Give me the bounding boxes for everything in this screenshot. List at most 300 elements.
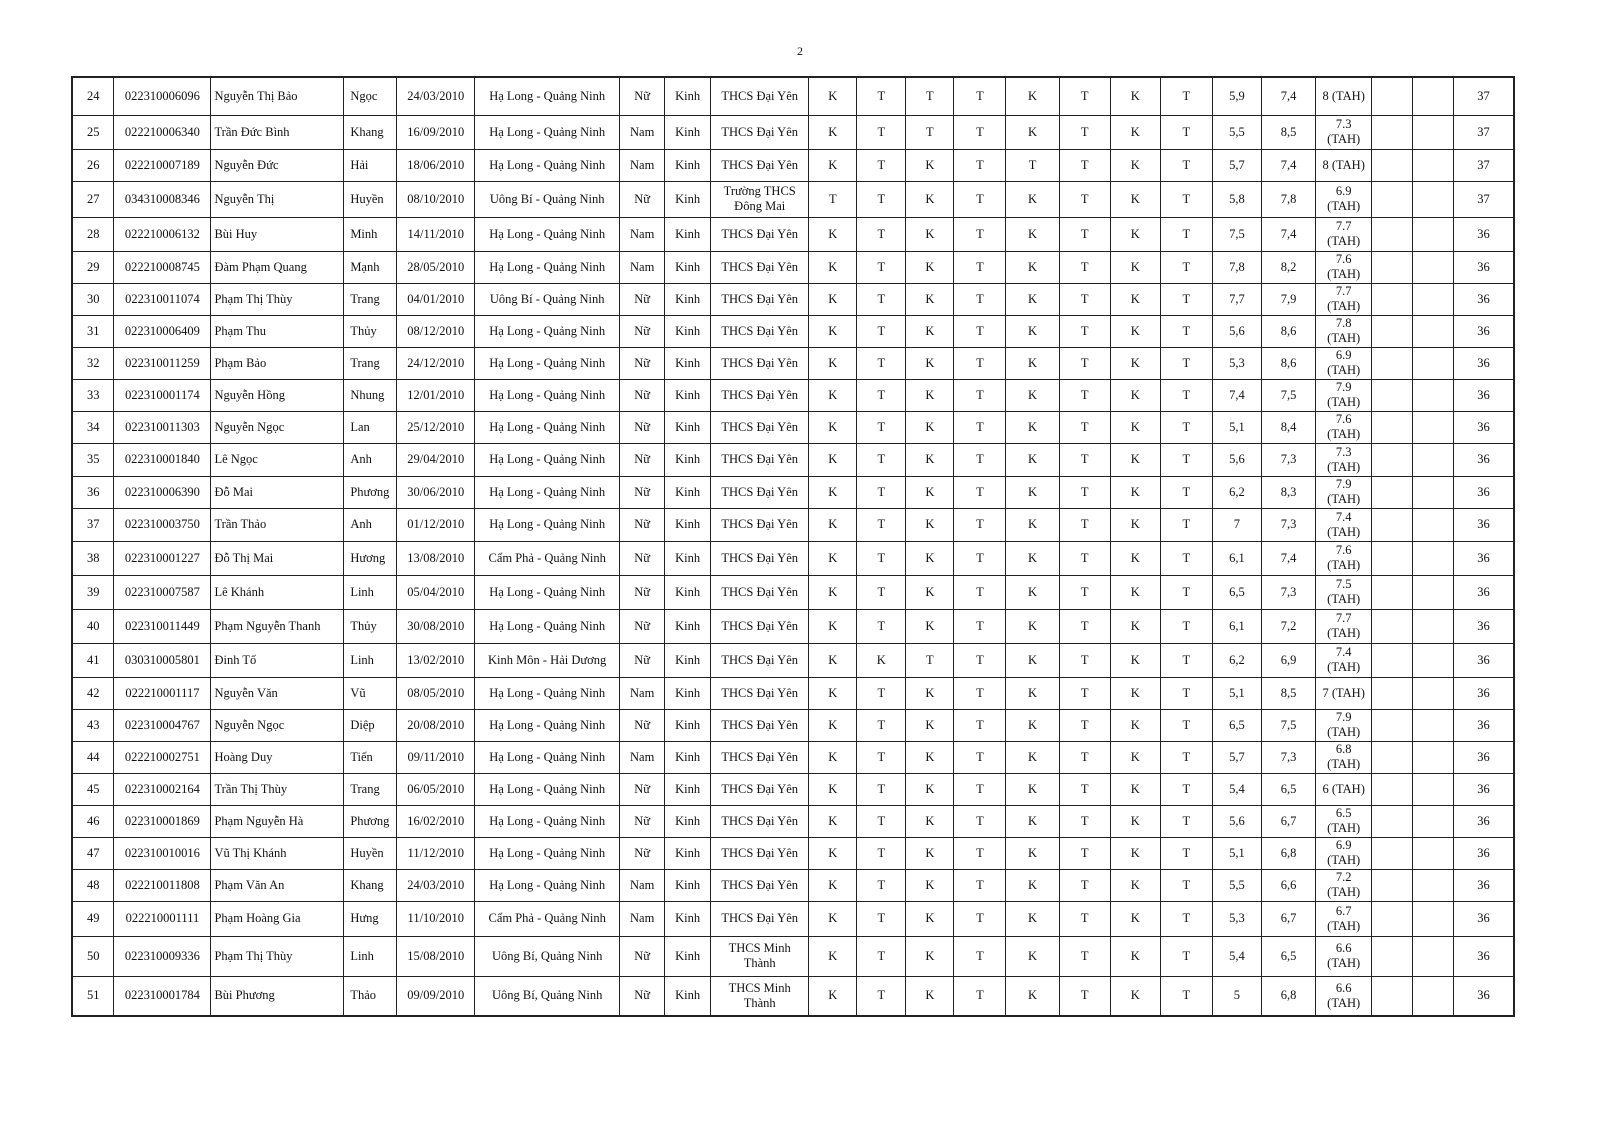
cell-rating-2: T (857, 149, 906, 181)
cell-date-of-birth: 09/11/2010 (397, 741, 475, 773)
cell-birthplace: Hạ Long - Quảng Ninh (475, 869, 620, 901)
cell-extra-1 (1372, 541, 1413, 575)
cell-total: 37 (1454, 149, 1514, 181)
cell-ethnicity: Kinh (665, 77, 711, 115)
cell-stt: 24 (72, 77, 114, 115)
cell-rating-5: K (1006, 251, 1059, 283)
cell-score-2: 6,9 (1261, 643, 1315, 677)
cell-extra-2 (1413, 677, 1454, 709)
cell-award: 7.3 (TAH) (1316, 115, 1372, 149)
cell-rating-2: T (857, 901, 906, 936)
cell-school: THCS Đại Yên (711, 283, 809, 315)
cell-score-1: 5,6 (1212, 315, 1261, 347)
cell-school: THCS Đại Yên (711, 609, 809, 643)
cell-gender: Nữ (620, 443, 665, 476)
cell-rating-3: T (906, 115, 954, 149)
cell-score-2: 7,8 (1261, 181, 1315, 217)
cell-surname: Bùi Huy (211, 217, 344, 251)
cell-student-id: 022210011808 (114, 869, 211, 901)
cell-rating-7: K (1110, 837, 1160, 869)
cell-birthplace: Hạ Long - Quảng Ninh (475, 837, 620, 869)
cell-student-id: 022310010016 (114, 837, 211, 869)
cell-total: 36 (1454, 476, 1514, 508)
cell-score-2: 6,5 (1261, 936, 1315, 976)
cell-date-of-birth: 20/08/2010 (397, 709, 475, 741)
cell-score-2: 8,4 (1261, 411, 1315, 443)
cell-total: 37 (1454, 77, 1514, 115)
cell-rating-2: T (857, 77, 906, 115)
cell-rating-5: K (1006, 773, 1059, 805)
cell-stt: 26 (72, 149, 114, 181)
cell-given-name: Minh (344, 217, 397, 251)
cell-rating-8: T (1160, 976, 1212, 1016)
cell-date-of-birth: 05/04/2010 (397, 575, 475, 609)
cell-ethnicity: Kinh (665, 379, 711, 411)
cell-date-of-birth: 24/12/2010 (397, 347, 475, 379)
cell-stt: 25 (72, 115, 114, 149)
cell-score-2: 7,4 (1261, 217, 1315, 251)
cell-date-of-birth: 08/05/2010 (397, 677, 475, 709)
cell-ethnicity: Kinh (665, 741, 711, 773)
cell-score-2: 7,3 (1261, 443, 1315, 476)
cell-student-id: 022310007587 (114, 575, 211, 609)
cell-stt: 48 (72, 869, 114, 901)
table-row (72, 805, 1514, 837)
cell-award: 7.7 (TAH) (1316, 283, 1372, 315)
cell-birthplace: Hạ Long - Quảng Ninh (475, 709, 620, 741)
cell-school: THCS Đại Yên (711, 217, 809, 251)
cell-student-id: 022310011449 (114, 609, 211, 643)
cell-score-2: 6,8 (1261, 976, 1315, 1016)
cell-given-name: Tiến (344, 741, 397, 773)
cell-rating-6: T (1059, 773, 1110, 805)
cell-extra-1 (1372, 149, 1413, 181)
cell-birthplace: Hạ Long - Quảng Ninh (475, 575, 620, 609)
cell-total: 37 (1454, 115, 1514, 149)
cell-surname: Nguyễn Ngọc (211, 411, 344, 443)
cell-given-name: Linh (344, 643, 397, 677)
cell-birthplace: Hạ Long - Quảng Ninh (475, 443, 620, 476)
cell-rating-5: K (1006, 443, 1059, 476)
cell-rating-1: K (809, 609, 857, 643)
cell-extra-2 (1413, 805, 1454, 837)
table-row (72, 283, 1514, 315)
cell-rating-1: K (809, 643, 857, 677)
cell-rating-8: T (1160, 773, 1212, 805)
cell-school: THCS Đại Yên (711, 379, 809, 411)
cell-date-of-birth: 16/02/2010 (397, 805, 475, 837)
cell-rating-5: K (1006, 805, 1059, 837)
cell-rating-6: T (1059, 411, 1110, 443)
cell-date-of-birth: 06/05/2010 (397, 773, 475, 805)
cell-award: 6.6 (TAH) (1316, 936, 1372, 976)
cell-rating-1: K (809, 379, 857, 411)
cell-given-name: Hưng (344, 901, 397, 936)
cell-rating-2: T (857, 217, 906, 251)
cell-ethnicity: Kinh (665, 115, 711, 149)
cell-birthplace: Hạ Long - Quảng Ninh (475, 741, 620, 773)
cell-rating-8: T (1160, 575, 1212, 609)
cell-rating-6: T (1059, 609, 1110, 643)
cell-rating-3: K (906, 443, 954, 476)
cell-birthplace: Hạ Long - Quảng Ninh (475, 508, 620, 541)
cell-rating-4: T (954, 869, 1006, 901)
cell-extra-1 (1372, 805, 1413, 837)
cell-extra-1 (1372, 709, 1413, 741)
cell-rating-6: T (1059, 643, 1110, 677)
cell-surname: Vũ Thị Khánh (211, 837, 344, 869)
cell-extra-2 (1413, 709, 1454, 741)
cell-rating-5: K (1006, 115, 1059, 149)
cell-rating-8: T (1160, 181, 1212, 217)
cell-gender: Nam (620, 149, 665, 181)
cell-award: 7.5 (TAH) (1316, 575, 1372, 609)
cell-score-1: 6,5 (1212, 575, 1261, 609)
cell-rating-1: K (809, 709, 857, 741)
cell-school: THCS Đại Yên (711, 508, 809, 541)
cell-score-2: 8,6 (1261, 347, 1315, 379)
cell-student-id: 034310008346 (114, 181, 211, 217)
cell-rating-3: K (906, 476, 954, 508)
cell-rating-6: T (1059, 181, 1110, 217)
cell-birthplace: Hạ Long - Quảng Ninh (475, 609, 620, 643)
cell-rating-2: K (857, 643, 906, 677)
cell-rating-6: T (1059, 379, 1110, 411)
cell-rating-3: K (906, 283, 954, 315)
cell-rating-8: T (1160, 283, 1212, 315)
cell-extra-1 (1372, 283, 1413, 315)
cell-surname: Phạm Văn An (211, 869, 344, 901)
cell-rating-3: K (906, 609, 954, 643)
cell-student-id: 022310001784 (114, 976, 211, 1016)
cell-rating-2: T (857, 805, 906, 837)
cell-score-1: 5,9 (1212, 77, 1261, 115)
cell-rating-7: K (1110, 283, 1160, 315)
cell-surname: Đinh Tố (211, 643, 344, 677)
cell-extra-1 (1372, 901, 1413, 936)
cell-rating-8: T (1160, 609, 1212, 643)
cell-extra-1 (1372, 741, 1413, 773)
cell-given-name: Hải (344, 149, 397, 181)
cell-stt: 45 (72, 773, 114, 805)
cell-extra-1 (1372, 677, 1413, 709)
cell-ethnicity: Kinh (665, 541, 711, 575)
cell-student-id: 022310011259 (114, 347, 211, 379)
cell-score-2: 7,3 (1261, 508, 1315, 541)
cell-ethnicity: Kinh (665, 901, 711, 936)
cell-extra-2 (1413, 643, 1454, 677)
cell-school: THCS Đại Yên (711, 643, 809, 677)
cell-gender: Nữ (620, 643, 665, 677)
cell-ethnicity: Kinh (665, 181, 711, 217)
cell-rating-8: T (1160, 411, 1212, 443)
cell-surname: Lê Khánh (211, 575, 344, 609)
cell-rating-1: K (809, 901, 857, 936)
cell-rating-5: K (1006, 741, 1059, 773)
cell-rating-1: K (809, 805, 857, 837)
cell-extra-2 (1413, 347, 1454, 379)
cell-total: 36 (1454, 217, 1514, 251)
cell-total: 36 (1454, 741, 1514, 773)
cell-surname: Hoàng Duy (211, 741, 344, 773)
cell-score-1: 5,1 (1212, 411, 1261, 443)
cell-birthplace: Uông Bí - Quảng Ninh (475, 181, 620, 217)
cell-score-2: 8,2 (1261, 251, 1315, 283)
cell-award: 7.2 (TAH) (1316, 869, 1372, 901)
cell-stt: 30 (72, 283, 114, 315)
cell-ethnicity: Kinh (665, 575, 711, 609)
cell-rating-3: K (906, 315, 954, 347)
cell-student-id: 022210001117 (114, 677, 211, 709)
cell-rating-6: T (1059, 476, 1110, 508)
cell-rating-7: K (1110, 443, 1160, 476)
cell-rating-3: K (906, 541, 954, 575)
cell-rating-3: K (906, 411, 954, 443)
cell-score-2: 8,3 (1261, 476, 1315, 508)
cell-award: 6.9 (TAH) (1316, 347, 1372, 379)
cell-rating-8: T (1160, 115, 1212, 149)
cell-award: 6 (TAH) (1316, 773, 1372, 805)
cell-rating-3: K (906, 805, 954, 837)
cell-rating-5: K (1006, 77, 1059, 115)
cell-gender: Nam (620, 869, 665, 901)
cell-score-2: 7,4 (1261, 149, 1315, 181)
cell-rating-7: K (1110, 181, 1160, 217)
cell-school: THCS Đại Yên (711, 77, 809, 115)
cell-stt: 40 (72, 609, 114, 643)
cell-extra-2 (1413, 283, 1454, 315)
cell-rating-7: K (1110, 976, 1160, 1016)
cell-rating-5: K (1006, 936, 1059, 976)
cell-ethnicity: Kinh (665, 773, 711, 805)
cell-school: THCS Đại Yên (711, 709, 809, 741)
table-row (72, 541, 1514, 575)
cell-rating-5: K (1006, 476, 1059, 508)
cell-rating-2: T (857, 347, 906, 379)
cell-date-of-birth: 25/12/2010 (397, 411, 475, 443)
cell-rating-6: T (1059, 709, 1110, 741)
cell-rating-8: T (1160, 901, 1212, 936)
cell-score-1: 6,1 (1212, 609, 1261, 643)
cell-total: 36 (1454, 541, 1514, 575)
cell-rating-8: T (1160, 149, 1212, 181)
cell-school: THCS Minh Thành (711, 976, 809, 1016)
table-row (72, 77, 1514, 115)
cell-surname: Phạm Nguyễn Hà (211, 805, 344, 837)
cell-stt: 47 (72, 837, 114, 869)
cell-score-1: 7,7 (1212, 283, 1261, 315)
cell-rating-5: K (1006, 315, 1059, 347)
cell-student-id: 022310011074 (114, 283, 211, 315)
cell-extra-2 (1413, 741, 1454, 773)
cell-rating-7: K (1110, 508, 1160, 541)
cell-award: 6.5 (TAH) (1316, 805, 1372, 837)
cell-school: THCS Đại Yên (711, 741, 809, 773)
cell-rating-3: K (906, 837, 954, 869)
cell-rating-4: T (954, 508, 1006, 541)
cell-school: THCS Đại Yên (711, 677, 809, 709)
cell-rating-2: T (857, 283, 906, 315)
cell-gender: Nữ (620, 976, 665, 1016)
cell-rating-8: T (1160, 869, 1212, 901)
cell-date-of-birth: 15/08/2010 (397, 936, 475, 976)
table-row (72, 976, 1514, 1016)
cell-rating-1: K (809, 476, 857, 508)
cell-rating-8: T (1160, 936, 1212, 976)
cell-rating-6: T (1059, 115, 1110, 149)
cell-birthplace: Uông Bí, Quảng Ninh (475, 936, 620, 976)
cell-extra-1 (1372, 115, 1413, 149)
cell-rating-2: T (857, 741, 906, 773)
cell-birthplace: Cẩm Phả - Quảng Ninh (475, 541, 620, 575)
cell-rating-2: T (857, 411, 906, 443)
cell-student-id: 022310004767 (114, 709, 211, 741)
cell-rating-5: K (1006, 643, 1059, 677)
cell-rating-8: T (1160, 476, 1212, 508)
cell-extra-1 (1372, 976, 1413, 1016)
cell-score-2: 7,4 (1261, 541, 1315, 575)
cell-birthplace: Hạ Long - Quảng Ninh (475, 773, 620, 805)
cell-score-1: 5,8 (1212, 181, 1261, 217)
cell-date-of-birth: 04/01/2010 (397, 283, 475, 315)
cell-gender: Nữ (620, 541, 665, 575)
cell-score-2: 6,7 (1261, 901, 1315, 936)
table-row (72, 443, 1514, 476)
cell-date-of-birth: 24/03/2010 (397, 77, 475, 115)
cell-score-1: 7,4 (1212, 379, 1261, 411)
cell-surname: Đàm Phạm Quang (211, 251, 344, 283)
cell-rating-1: K (809, 149, 857, 181)
cell-rating-4: T (954, 773, 1006, 805)
cell-surname: Phạm Nguyễn Thanh (211, 609, 344, 643)
cell-rating-6: T (1059, 283, 1110, 315)
cell-extra-2 (1413, 149, 1454, 181)
cell-score-1: 5,1 (1212, 677, 1261, 709)
cell-rating-3: K (906, 379, 954, 411)
cell-rating-7: K (1110, 643, 1160, 677)
cell-rating-7: K (1110, 217, 1160, 251)
cell-surname: Nguyễn Đức (211, 149, 344, 181)
cell-rating-2: T (857, 476, 906, 508)
cell-rating-7: K (1110, 741, 1160, 773)
table-row (72, 379, 1514, 411)
cell-date-of-birth: 09/09/2010 (397, 976, 475, 1016)
roster-body (72, 77, 1514, 1016)
cell-stt: 50 (72, 936, 114, 976)
cell-rating-1: K (809, 869, 857, 901)
cell-rating-2: T (857, 575, 906, 609)
cell-student-id: 022310001840 (114, 443, 211, 476)
cell-date-of-birth: 13/08/2010 (397, 541, 475, 575)
cell-birthplace: Uông Bí, Quảng Ninh (475, 976, 620, 1016)
cell-given-name: Vũ (344, 677, 397, 709)
cell-rating-6: T (1059, 77, 1110, 115)
cell-date-of-birth: 11/10/2010 (397, 901, 475, 936)
cell-rating-2: T (857, 443, 906, 476)
cell-school: THCS Minh Thành (711, 936, 809, 976)
cell-gender: Nữ (620, 283, 665, 315)
cell-total: 36 (1454, 315, 1514, 347)
cell-rating-2: T (857, 251, 906, 283)
cell-date-of-birth: 13/02/2010 (397, 643, 475, 677)
cell-rating-1: K (809, 741, 857, 773)
cell-ethnicity: Kinh (665, 411, 711, 443)
cell-award: 7.9 (TAH) (1316, 476, 1372, 508)
cell-surname: Phạm Thị Thùy (211, 283, 344, 315)
cell-birthplace: Hạ Long - Quảng Ninh (475, 251, 620, 283)
cell-score-2: 7,3 (1261, 741, 1315, 773)
cell-rating-1: K (809, 77, 857, 115)
cell-rating-5: K (1006, 901, 1059, 936)
table-row (72, 411, 1514, 443)
cell-rating-7: K (1110, 77, 1160, 115)
cell-given-name: Huyền (344, 837, 397, 869)
cell-given-name: Huyền (344, 181, 397, 217)
cell-extra-2 (1413, 411, 1454, 443)
table-row (72, 315, 1514, 347)
cell-score-1: 5,5 (1212, 869, 1261, 901)
cell-score-2: 7,9 (1261, 283, 1315, 315)
cell-score-1: 6,5 (1212, 709, 1261, 741)
cell-school: THCS Đại Yên (711, 315, 809, 347)
cell-ethnicity: Kinh (665, 149, 711, 181)
table-row (72, 936, 1514, 976)
cell-gender: Nữ (620, 315, 665, 347)
cell-score-2: 6,6 (1261, 869, 1315, 901)
cell-rating-4: T (954, 411, 1006, 443)
cell-ethnicity: Kinh (665, 709, 711, 741)
cell-rating-7: K (1110, 541, 1160, 575)
cell-rating-3: K (906, 936, 954, 976)
cell-student-id: 022310001869 (114, 805, 211, 837)
cell-extra-2 (1413, 251, 1454, 283)
cell-rating-8: T (1160, 347, 1212, 379)
cell-ethnicity: Kinh (665, 643, 711, 677)
cell-rating-5: K (1006, 379, 1059, 411)
cell-rating-3: K (906, 181, 954, 217)
cell-surname: Trần Thảo (211, 508, 344, 541)
cell-surname: Bùi Phương (211, 976, 344, 1016)
cell-surname: Trần Thị Thùy (211, 773, 344, 805)
cell-rating-2: T (857, 773, 906, 805)
cell-surname: Nguyễn Thị (211, 181, 344, 217)
cell-gender: Nam (620, 115, 665, 149)
cell-rating-3: T (906, 643, 954, 677)
cell-date-of-birth: 01/12/2010 (397, 508, 475, 541)
cell-total: 36 (1454, 709, 1514, 741)
cell-date-of-birth: 16/09/2010 (397, 115, 475, 149)
cell-extra-2 (1413, 837, 1454, 869)
cell-gender: Nữ (620, 936, 665, 976)
cell-stt: 33 (72, 379, 114, 411)
cell-rating-8: T (1160, 508, 1212, 541)
table-row (72, 901, 1514, 936)
cell-rating-6: T (1059, 575, 1110, 609)
cell-total: 36 (1454, 837, 1514, 869)
cell-extra-1 (1372, 443, 1413, 476)
cell-extra-1 (1372, 476, 1413, 508)
cell-rating-2: T (857, 609, 906, 643)
cell-extra-2 (1413, 901, 1454, 936)
cell-given-name: Phương (344, 476, 397, 508)
cell-rating-6: T (1059, 936, 1110, 976)
cell-surname: Phạm Hoàng Gia (211, 901, 344, 936)
cell-rating-5: K (1006, 609, 1059, 643)
cell-rating-1: K (809, 443, 857, 476)
cell-rating-7: K (1110, 347, 1160, 379)
cell-ethnicity: Kinh (665, 508, 711, 541)
cell-rating-2: T (857, 936, 906, 976)
